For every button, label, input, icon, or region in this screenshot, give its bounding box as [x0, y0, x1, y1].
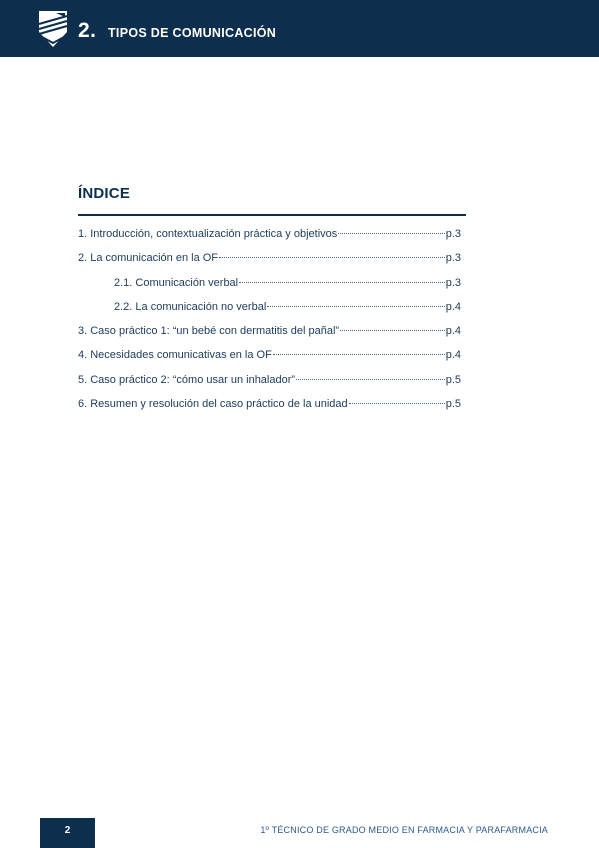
toc-leader-dots [267, 306, 444, 307]
toc-heading: ÍNDICE [78, 185, 131, 202]
chapter-number: 2. [78, 19, 97, 42]
toc-leader-dots [296, 379, 445, 380]
shield-logo-icon [38, 10, 68, 48]
footer-page-box [40, 818, 95, 848]
toc-leader-dots [340, 330, 445, 331]
toc-item-page: p.4 [445, 325, 461, 338]
chapter-title: TIPOS DE COMUNICACIÓN [108, 26, 277, 40]
toc-leader-dots [338, 233, 444, 234]
toc-item-comunicacion-no-verbal[interactable] [78, 301, 461, 325]
toc-item-page: p.3 [445, 252, 461, 265]
header-bar [0, 0, 599, 57]
toc-item-comunicacion-verbal[interactable] [78, 277, 461, 301]
toc-item-introduccion[interactable] [78, 228, 461, 252]
toc-leader-dots [273, 354, 445, 355]
toc-item-label: 3. Caso práctico 1: “un bebé con dermatitis del pañal” [78, 325, 340, 338]
footer-course-title: 1º TÉCNICO DE GRADO MEDIO EN FARMACIA Y PARAFARMACIA [260, 825, 548, 835]
footer-page-number: 2 [64, 825, 71, 836]
toc-item-page: p.5 [445, 398, 461, 411]
toc-item-caso-practico-2[interactable] [78, 374, 461, 398]
toc-item-label: 4. Necesidades comunicativas en la OF [78, 349, 272, 362]
toc-item-resumen[interactable] [78, 398, 461, 422]
toc-item-label: 2.2. La comunicación no verbal [114, 300, 267, 313]
toc-item-page: p.3 [445, 228, 461, 240]
toc-item-label: 6. Resumen y resolución del caso práctico de la unidad [78, 398, 348, 411]
toc-item-page: p.4 [445, 349, 461, 362]
toc-leader-dots [239, 282, 445, 283]
toc-item-caso-practico-1[interactable] [78, 325, 461, 349]
toc-leader-dots [349, 403, 445, 404]
toc-leader-dots [219, 257, 445, 258]
toc-list [78, 228, 461, 422]
toc-item-necesidades-comunicativas[interactable] [78, 349, 461, 373]
toc-item-label: 5. Caso práctico 2: “cómo usar un inhalador” [78, 373, 296, 386]
toc-item-page: p.4 [445, 300, 461, 313]
toc-item-label: 2. La comunicación en la OF [78, 252, 219, 265]
toc-item-page: p.5 [445, 373, 461, 386]
toc-divider [78, 214, 466, 216]
toc-item-label: 2.1. Comunicación verbal [114, 276, 239, 289]
toc-item-page: p.3 [445, 276, 461, 289]
toc-item-label: 1. Introducción, contextualización práctica y objetivos [78, 228, 338, 240]
toc-item-comunicacion-of[interactable] [78, 252, 461, 276]
